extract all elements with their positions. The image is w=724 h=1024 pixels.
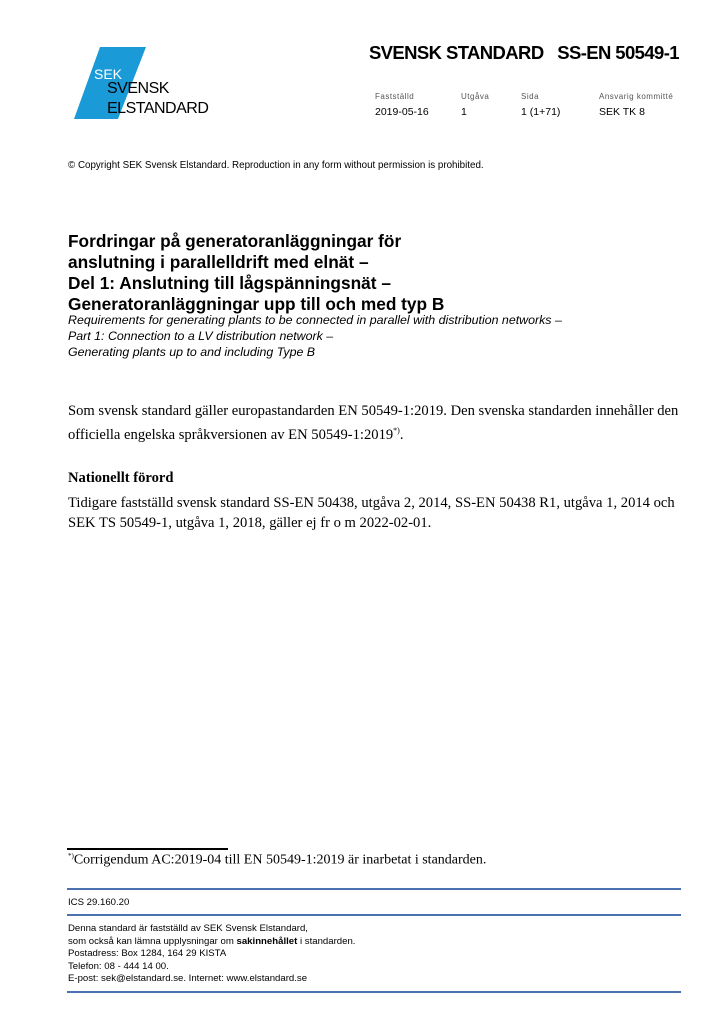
title-line: Del 1: Anslutning till lågspänningsnät – bbox=[68, 273, 391, 293]
logo-line1: SVENSK bbox=[107, 80, 169, 97]
meta-value: 2019-05-16 bbox=[375, 106, 429, 118]
footnote-text: Corrigendum AC:2019-04 till EN 50549-1:2019 är inarbetat i standarden. bbox=[73, 852, 487, 868]
meta-kommitte bbox=[599, 92, 673, 118]
meta-value: 1 bbox=[461, 106, 467, 118]
contact-bold: sakinnehållet bbox=[236, 935, 298, 947]
subtitle-line: Requirements for generating plants to be connected in parallel with distribution networks – bbox=[68, 313, 562, 327]
intro-text: Som svensk standard gäller europastandarden EN 50549-1:2019. Den svenska standarden innehåller den officiella engelska språkversionen av EN 50549-1:2019 bbox=[68, 403, 679, 443]
footnote-marker: *) bbox=[68, 852, 74, 860]
foreword-heading: Nationellt förord bbox=[68, 470, 174, 486]
intro-paragraph bbox=[68, 401, 688, 445]
meta-value: 1 (1+71) bbox=[521, 106, 561, 118]
meta-label: Fastställd bbox=[375, 92, 415, 101]
header-title: SVENSK STANDARD bbox=[368, 42, 544, 63]
meta-label: Ansvarig kommitté bbox=[599, 92, 674, 101]
email-web: E-post: sek@elstandard.se. Internet: www.elstandard.se bbox=[68, 973, 308, 985]
contact-line: Denna standard är fastställd av SEK Svensk Elstandard, bbox=[68, 923, 308, 934]
meta-value: SEK TK 8 bbox=[599, 106, 645, 118]
ics-code: ICS 29.160.20 bbox=[68, 897, 130, 908]
standard-number: SS-EN 50549-1 bbox=[557, 42, 679, 63]
foreword-text: Tidigare fastställd svensk standard SS-EN 50438, utgåva 2, 2014, SS-EN 50438 R1, utgåva 1, 2014 och SEK TS 50549-1, utgåva 1, 2018, gäller ej fr o m 2022-02-01. bbox=[68, 495, 675, 531]
title-line: Generatoranläggningar upp till och med typ B bbox=[68, 294, 445, 314]
logo-mark-text: SEK bbox=[94, 66, 123, 82]
meta-utgava bbox=[461, 92, 489, 118]
logo-line2: ELSTANDARD bbox=[107, 100, 209, 117]
meta-fastställd bbox=[375, 92, 429, 118]
divider bbox=[67, 914, 681, 916]
meta-sida bbox=[521, 92, 560, 118]
title-line: anslutning i parallelldrift med elnät – bbox=[68, 252, 369, 272]
meta-label: Sida bbox=[521, 92, 540, 101]
meta-label: Utgåva bbox=[461, 92, 490, 101]
english-title bbox=[68, 312, 562, 360]
swedish-title bbox=[68, 231, 444, 315]
phone: Telefon: 08 - 444 14 00. bbox=[68, 960, 169, 972]
contact-text: i standarden. bbox=[297, 935, 356, 947]
postal-address: Postadress: Box 1284, 164 29 KISTA bbox=[68, 948, 227, 960]
divider bbox=[67, 991, 681, 993]
subtitle-line: Part 1: Connection to a LV distribution network – bbox=[68, 329, 334, 343]
title-line: Fordringar på generatoranläggningar för bbox=[68, 231, 402, 251]
copyright-notice: © Copyright SEK Svensk Elstandard. Reproduction in any form without permission is prohibited. bbox=[68, 160, 484, 171]
contact-text: som också kan lämna upplysningar om bbox=[68, 935, 237, 947]
standard-header bbox=[369, 42, 679, 64]
sek-logo bbox=[70, 46, 220, 122]
contact-info bbox=[68, 923, 355, 986]
footnote bbox=[68, 852, 486, 869]
footnote-ref: *) bbox=[393, 426, 400, 435]
intro-end: . bbox=[399, 426, 404, 443]
subtitle-line: Generating plants up to and including Type B bbox=[68, 345, 316, 359]
divider bbox=[67, 888, 681, 890]
footnote-rule bbox=[67, 848, 228, 850]
contact-line bbox=[68, 936, 355, 949]
